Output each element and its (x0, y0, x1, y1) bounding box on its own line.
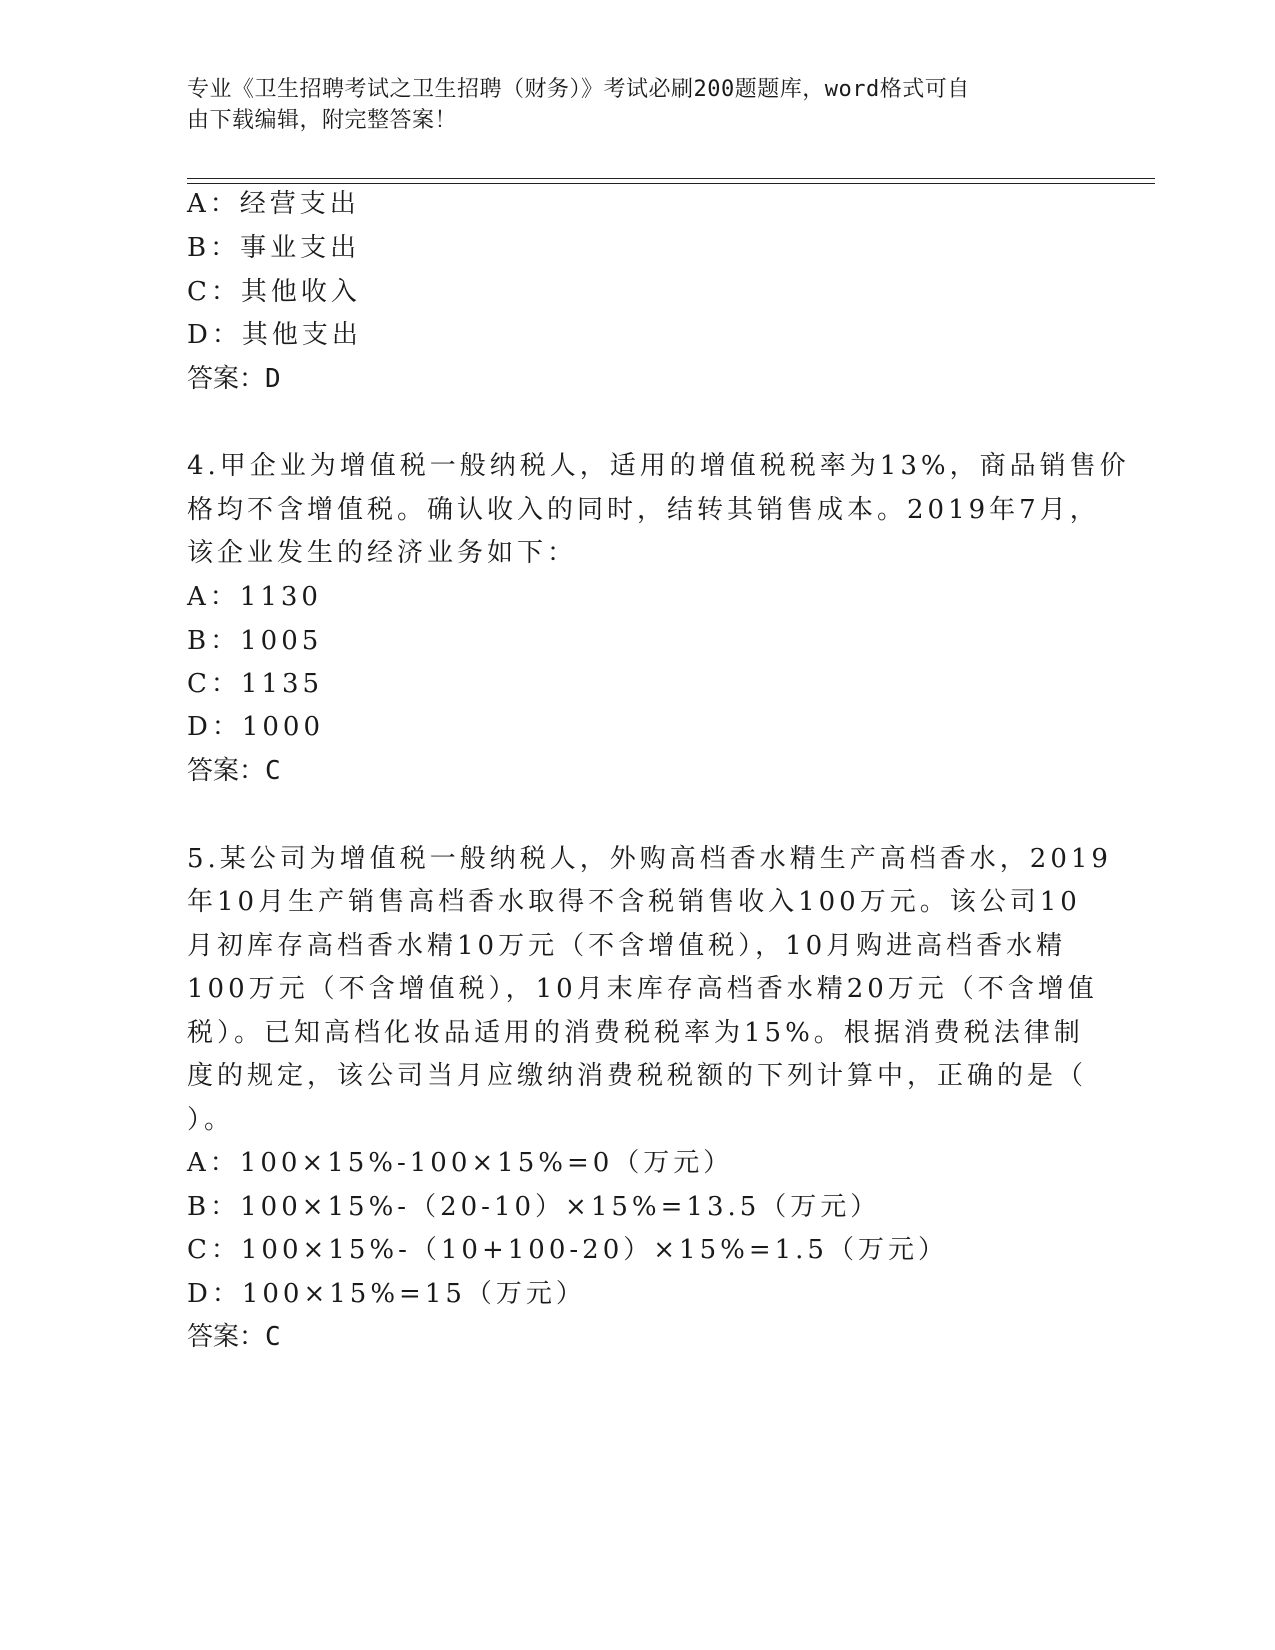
q4-answer-label: 答案： (187, 756, 266, 786)
q5-answer-value: C (265, 1322, 281, 1352)
q5-stem-line-7: ）。 (187, 1105, 235, 1135)
q5-option-d: D：100×15%=15（万元） (187, 1279, 586, 1309)
q3-answer-label: 答案： (187, 364, 266, 394)
q4-stem-line-2: 格均不含增值税。确认收入的同时，结转其销售成本。2019年7月， (187, 495, 1100, 525)
q5-stem-line-4: 100万元（不含增值税），10月末库存高档香水精20万元（不含增值 (187, 974, 1098, 1004)
q5-stem-line-5: 税）。已知高档化妆品适用的消费税税率为15%。根据消费税法律制 (187, 1018, 1084, 1048)
q5-answer-label: 答案： (187, 1322, 266, 1352)
q4-stem-line-3: 该企业发生的经济业务如下： (187, 538, 578, 568)
q3-answer (187, 363, 281, 395)
q3-option-c: C：其他收入 (187, 277, 361, 307)
header-divider-bottom (187, 183, 1155, 184)
q3-option-b: B：事业支出 (187, 233, 361, 263)
q5-option-b: B：100×15%-（20-10）×15%=13.5（万元） (187, 1192, 881, 1222)
q5-stem-line-6: 度的规定，该公司当月应缴纳消费税税额的下列计算中，正确的是（ (187, 1061, 1088, 1091)
q5-answer (187, 1321, 281, 1353)
q4-answer-value: C (265, 756, 281, 786)
header-line-2: 由下载编辑，附完整答案！ (187, 108, 458, 133)
q5-stem-line-1: 5.某公司为增值税一般纳税人，外购高档香水精生产高档香水，2019 (187, 844, 1112, 874)
q4-option-a: A：1130 (187, 582, 322, 612)
q5-stem-line-2: 年10月生产销售高档香水取得不含税销售收入100万元。该公司10 (187, 887, 1081, 917)
header-divider-top (187, 178, 1155, 179)
q3-option-a: A：经营支出 (187, 189, 360, 219)
q4-option-c: C：1135 (187, 669, 324, 699)
q4-answer (187, 755, 281, 787)
document-header (187, 74, 1067, 136)
q5-option-a: A：100×15%-100×15%=0（万元） (187, 1148, 734, 1178)
q3-answer-value: D (265, 364, 281, 394)
header-line-1: 专业《卫生招聘考试之卫生招聘（财务）》考试必刷200题题库，word格式可自 (187, 77, 970, 102)
q4-option-b: B：1005 (187, 626, 323, 656)
q4-option-d: D：1000 (187, 712, 325, 742)
q5-option-c: C：100×15%-（10+100-20）×15%=1.5（万元） (187, 1235, 948, 1265)
q4-stem-line-1: 4.甲企业为增值税一般纳税人，适用的增值税税率为13%，商品销售价 (187, 451, 1130, 481)
q5-stem-line-3: 月初库存高档香水精10万元（不含增值税），10月购进高档香水精 (187, 931, 1067, 961)
q3-option-d: D：其他支出 (187, 320, 362, 350)
